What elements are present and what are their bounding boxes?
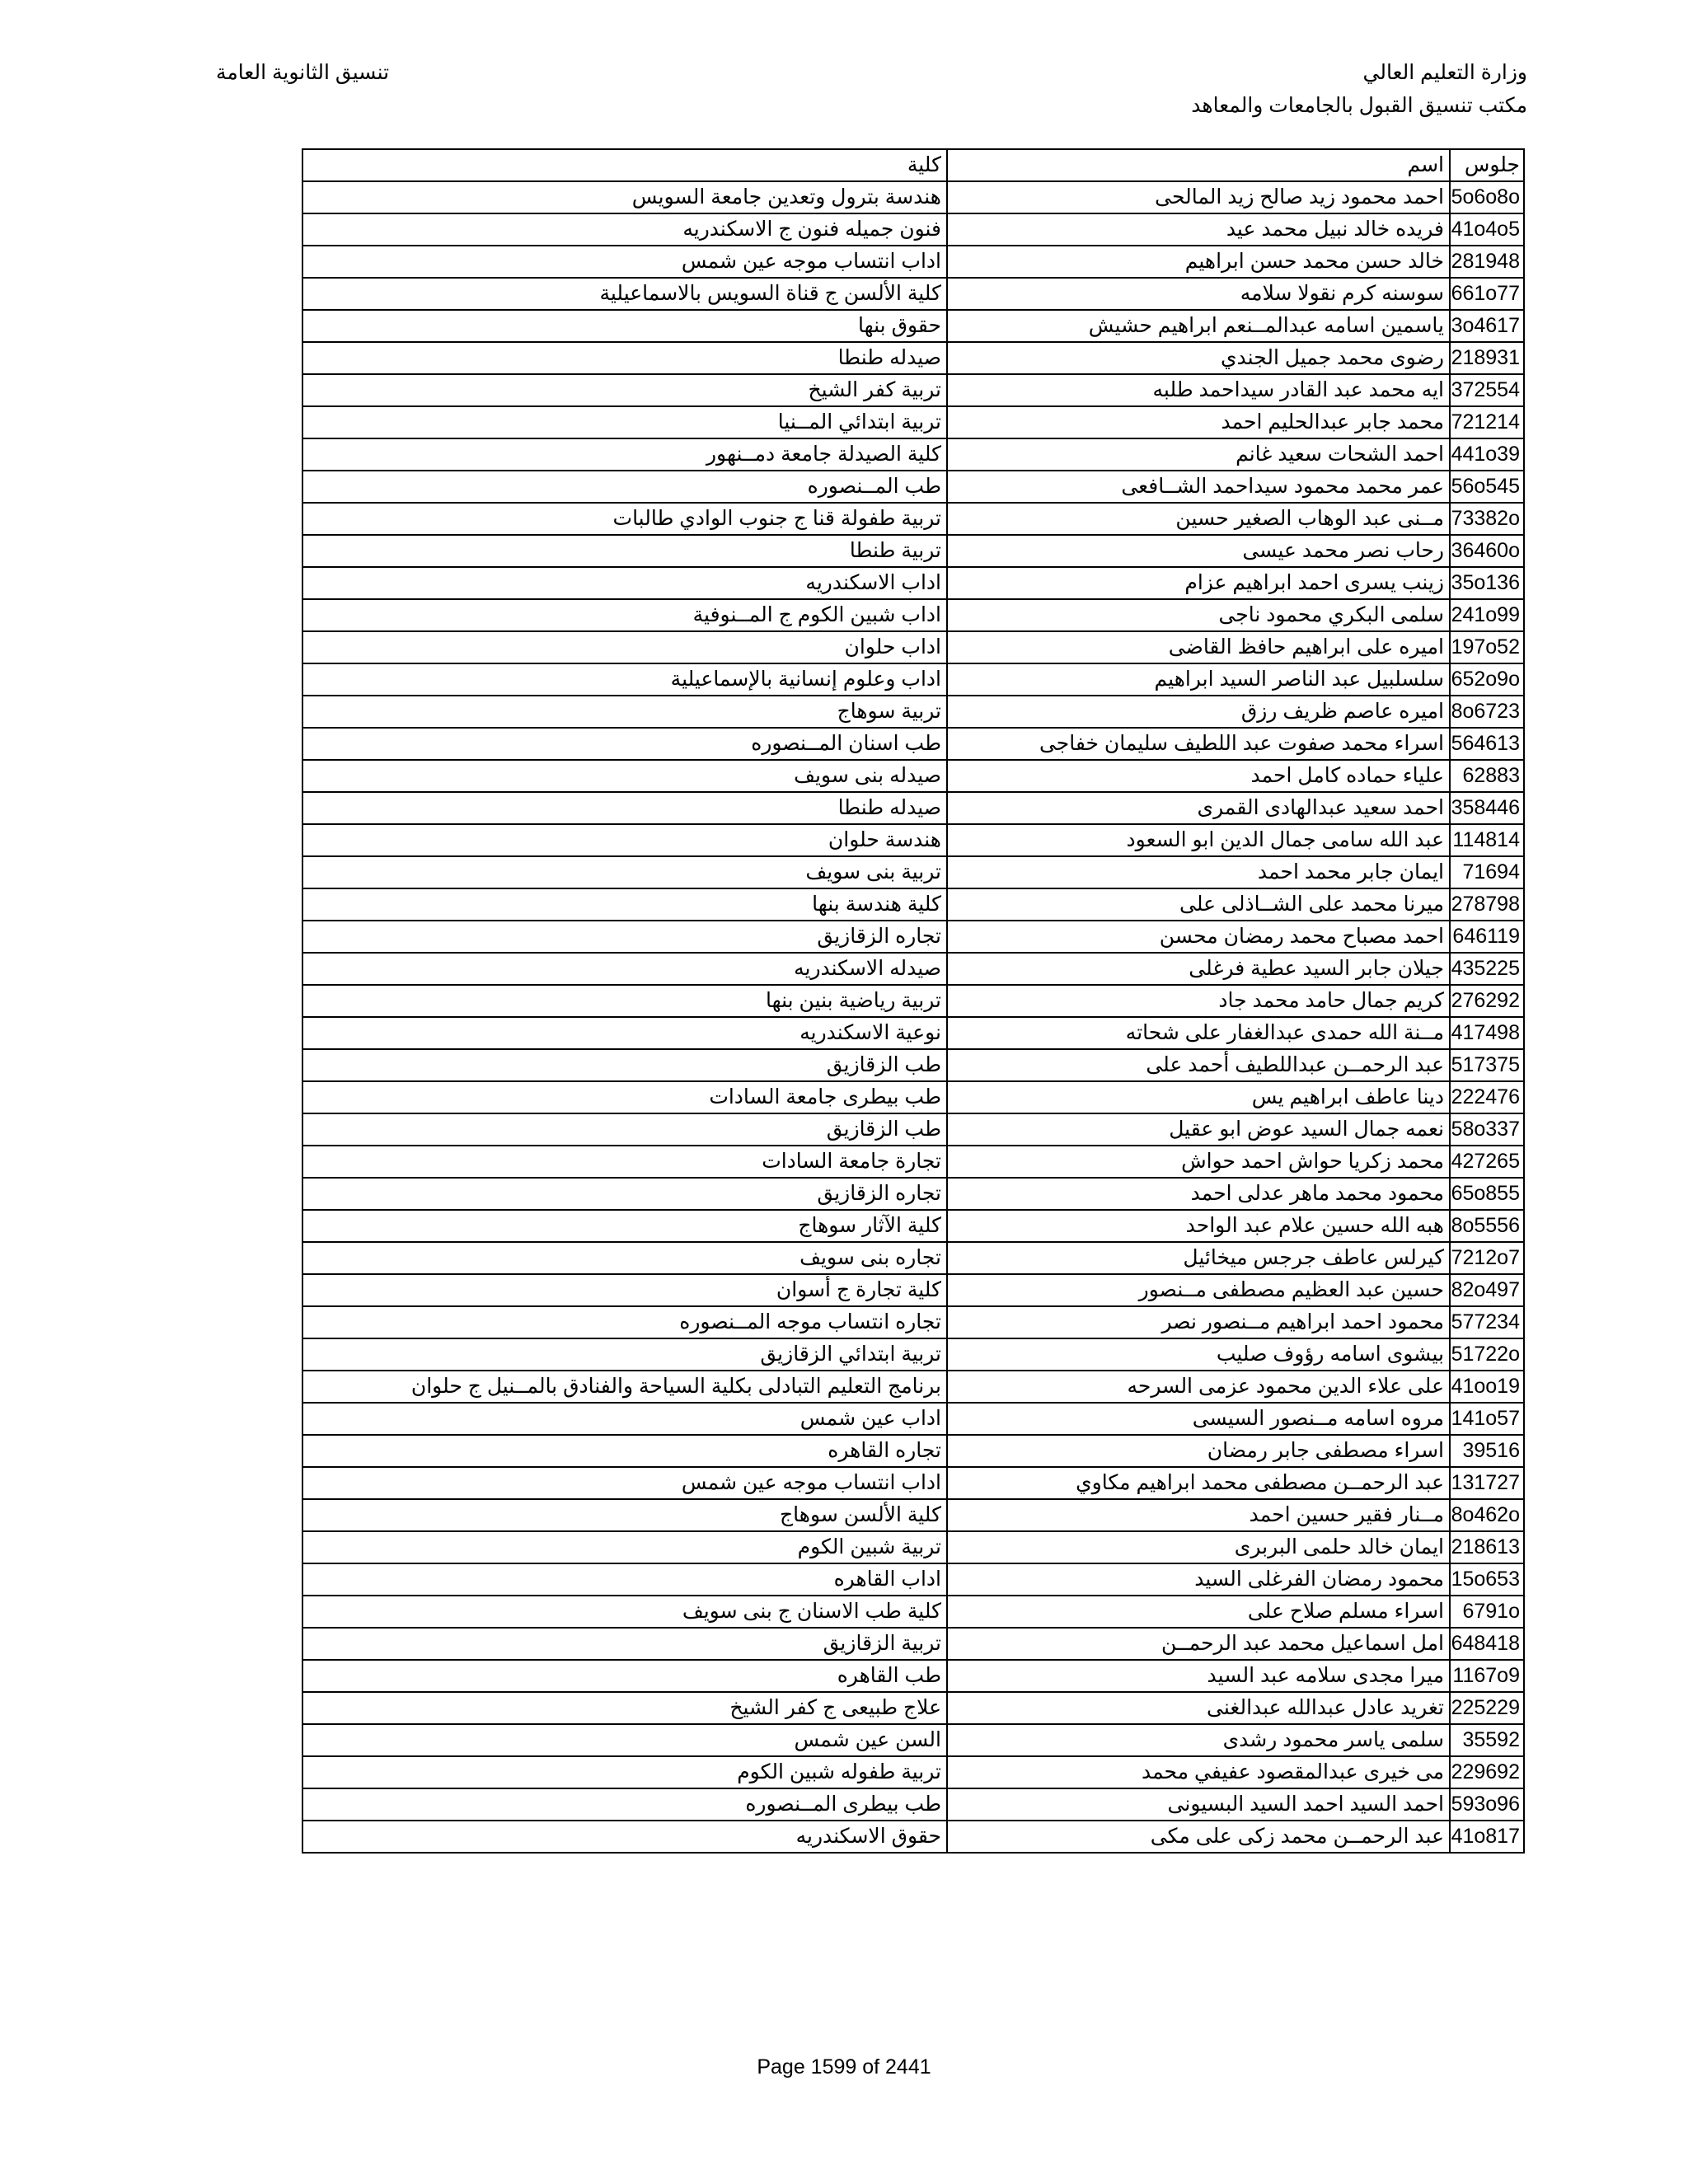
name-cell: عمر محمد محمود سيداحمد الشــافعى (947, 471, 1450, 503)
name-cell: عبد الرحمــن مصطفى محمد ابراهيم مكاوي (947, 1467, 1450, 1499)
name-cell: علياء حماده كامل احمد (947, 760, 1450, 792)
seat-cell: 648418 (1450, 1628, 1524, 1660)
seat-cell: 5o6o8o (1450, 181, 1524, 213)
name-cell: اسراء محمد صفوت عبد اللطيف سليمان خفاجى (947, 728, 1450, 760)
college-cell: طب بيطرى المــنصوره (302, 1788, 947, 1821)
table-row (302, 342, 1524, 374)
college-cell: صيدله طنطا (302, 342, 947, 374)
table-row (302, 374, 1524, 406)
name-cell: احمد مصباح محمد رمضان محسن (947, 921, 1450, 953)
college-cell: تربية ابتدائي الزقازيق (302, 1338, 947, 1371)
name-cell: احمد السيد احمد السيد البسيونى (947, 1788, 1450, 1821)
seat-cell: 417498 (1450, 1017, 1524, 1049)
name-cell: فريده خالد نبيل محمد عيد (947, 213, 1450, 246)
name-cell: اميره عاصم ظريف رزق (947, 696, 1450, 728)
seat-cell: 372554 (1450, 374, 1524, 406)
seat-cell: 278798 (1450, 888, 1524, 921)
college-cell: كلية هندسة بنها (302, 888, 947, 921)
college-cell: تجاره القاهره (302, 1435, 947, 1467)
college-cell: طب القاهره (302, 1660, 947, 1692)
table-row (302, 856, 1524, 888)
name-cell: اسراء مسلم صلاح على (947, 1596, 1450, 1628)
college-cell: طب المــنصوره (302, 471, 947, 503)
name-cell: ايمان خالد حلمى البربرى (947, 1531, 1450, 1563)
college-cell: تجاره الزقازيق (302, 921, 947, 953)
college-cell: اداب حلوان (302, 631, 947, 663)
table-row (302, 1081, 1524, 1113)
table-row (302, 1017, 1524, 1049)
table-row (302, 406, 1524, 438)
table-row (302, 1178, 1524, 1210)
seat-cell: 8o462o (1450, 1499, 1524, 1531)
table-header-row (302, 149, 1524, 181)
name-cell: حسين عبد العظيم مصطفى مــنصور (947, 1274, 1450, 1306)
name-cell: بيشوى اسامه رؤوف صليب (947, 1338, 1450, 1371)
seat-cell: 56o545 (1450, 471, 1524, 503)
seat-cell: 721214 (1450, 406, 1524, 438)
name-cell: مى خيرى عبدالمقصود عفيفي محمد (947, 1756, 1450, 1788)
college-cell: طب اسنان المــنصوره (302, 728, 947, 760)
college-cell: حقوق بنها (302, 310, 947, 342)
college-cell: السن عين شمس (302, 1724, 947, 1756)
table-row (302, 503, 1524, 535)
seat-cell: 41o4o5 (1450, 213, 1524, 246)
seat-cell: 35592 (1450, 1724, 1524, 1756)
table-row (302, 1499, 1524, 1531)
name-cell: ميرنا محمد على الشــاذلى على (947, 888, 1450, 921)
table-row (302, 1371, 1524, 1403)
seat-cell: 65o855 (1450, 1178, 1524, 1210)
name-cell: هبه الله حسين علام عبد الواحد (947, 1210, 1450, 1242)
name-cell: محمود محمد ماهر عدلى احمد (947, 1178, 1450, 1210)
name-cell: سلسلبيل عبد الناصر السيد ابراهيم (947, 663, 1450, 696)
name-cell: عبد الله سامى جمال الدين ابو السعود (947, 824, 1450, 856)
seat-cell: 73382o (1450, 503, 1524, 535)
table-row (302, 824, 1524, 856)
table-row (302, 1146, 1524, 1178)
college-cell: تجارة جامعة السادات (302, 1146, 947, 1178)
table-row (302, 438, 1524, 471)
table-row (302, 985, 1524, 1017)
name-cell: ايمان جابر محمد احمد (947, 856, 1450, 888)
table-row (302, 471, 1524, 503)
name-cell: محمود رمضان الفرغلى السيد (947, 1563, 1450, 1596)
seat-cell: 6791o (1450, 1596, 1524, 1628)
seat-cell: 35o136 (1450, 567, 1524, 599)
college-cell: اداب انتساب موجه عين شمس (302, 1467, 947, 1499)
table-row (302, 535, 1524, 567)
seat-cell: 218613 (1450, 1531, 1524, 1563)
table-row (302, 567, 1524, 599)
college-cell: هندسة حلوان (302, 824, 947, 856)
table-row (302, 1628, 1524, 1660)
name-cell: اميره على ابراهيم حافظ القاضى (947, 631, 1450, 663)
table-row (302, 921, 1524, 953)
table-row (302, 696, 1524, 728)
table-row (302, 1049, 1524, 1081)
seat-cell: 8o6723 (1450, 696, 1524, 728)
name-cell: جيلان جابر السيد عطية فرغلى (947, 953, 1450, 985)
table-row (302, 278, 1524, 310)
name-cell: ياسمين اسامه عبدالمــنعم ابراهيم حشيش (947, 310, 1450, 342)
table-row (302, 728, 1524, 760)
seat-cell: 131727 (1450, 1467, 1524, 1499)
name-cell: احمد محمود زيد صالح زيد المالحى (947, 181, 1450, 213)
table-row (302, 1756, 1524, 1788)
college-cell: اداب القاهره (302, 1563, 947, 1596)
college-cell: تجاره بنى سويف (302, 1242, 947, 1274)
college-cell: برنامج التعليم التبادلى بكلية السياحة والفنادق بالمــنيل ج حلوان (302, 1371, 947, 1403)
college-cell: صيدله بنى سويف (302, 760, 947, 792)
college-cell: كلية الألسن سوهاج (302, 1499, 947, 1531)
seat-cell: 71694 (1450, 856, 1524, 888)
name-cell: عبد الرحمــن محمد زكى على مكى (947, 1821, 1450, 1853)
ministry-title: وزارة التعليم العالي (1362, 61, 1527, 84)
college-cell: تجاره انتساب موجه المــنصوره (302, 1306, 947, 1338)
table-row (302, 1692, 1524, 1724)
seat-cell: 646119 (1450, 921, 1524, 953)
seat-cell: 41oo19 (1450, 1371, 1524, 1403)
name-cell: سلمى البكري محمود ناجى (947, 599, 1450, 631)
table-row (302, 663, 1524, 696)
name-cell: خالد حسن محمد حسن ابراهيم (947, 246, 1450, 278)
seat-cell: 441o39 (1450, 438, 1524, 471)
seat-cell: 225229 (1450, 1692, 1524, 1724)
name-cell: كريم جمال حامد محمد جاد (947, 985, 1450, 1017)
office-title: مكتب تنسيق القبول بالجامعات والمعاهد (1191, 94, 1527, 117)
college-cell: تربية الزقازيق (302, 1628, 947, 1660)
college-cell: نوعية الاسكندريه (302, 1017, 947, 1049)
table-row (302, 310, 1524, 342)
college-cell: تربية ابتدائي المــنيا (302, 406, 947, 438)
seat-cell: 427265 (1450, 1146, 1524, 1178)
column-header-name: اسم (947, 149, 1450, 181)
page-number: Page 1599 of 2441 (757, 2055, 931, 2079)
college-cell: طب الزقازيق (302, 1113, 947, 1146)
seat-cell: 41o817 (1450, 1821, 1524, 1853)
table-row (302, 1306, 1524, 1338)
college-cell: كلية الألسن ج قناة السويس بالاسماعيلية (302, 278, 947, 310)
seat-cell: 276292 (1450, 985, 1524, 1017)
seat-cell: 241o99 (1450, 599, 1524, 631)
seat-cell: 229692 (1450, 1756, 1524, 1788)
college-cell: علاج طبيعى ج كفر الشيخ (302, 1692, 947, 1724)
college-cell: اداب شبين الكوم ج المــنوفية (302, 599, 947, 631)
seat-cell: 141o57 (1450, 1403, 1524, 1435)
seat-cell: 222476 (1450, 1081, 1524, 1113)
college-cell: طب الزقازيق (302, 1049, 947, 1081)
name-cell: دينا عاطف ابراهيم يس (947, 1081, 1450, 1113)
name-cell: سوسنه كرم نقولا سلامه (947, 278, 1450, 310)
table-row (302, 1338, 1524, 1371)
table-row (302, 792, 1524, 824)
name-cell: ايه محمد عبد القادر سيداحمد طلبه (947, 374, 1450, 406)
college-cell: تجاره الزقازيق (302, 1178, 947, 1210)
name-cell: تغريد عادل عبدالله عبدالغنى (947, 1692, 1450, 1724)
table-row (302, 599, 1524, 631)
college-cell: تربية بنى سويف (302, 856, 947, 888)
table-row (302, 953, 1524, 985)
college-cell: اداب عين شمس (302, 1403, 947, 1435)
table-row (302, 1660, 1524, 1692)
name-cell: زينب يسرى احمد ابراهيم عزام (947, 567, 1450, 599)
name-cell: سلمى ياسر محمود رشدى (947, 1724, 1450, 1756)
seat-cell: 197o52 (1450, 631, 1524, 663)
table-row (302, 181, 1524, 213)
seat-cell: 577234 (1450, 1306, 1524, 1338)
name-cell: كيرلس عاطف جرجس ميخائيل (947, 1242, 1450, 1274)
seat-cell: 39516 (1450, 1435, 1524, 1467)
table-row (302, 1821, 1524, 1853)
seat-cell: 8o5556 (1450, 1210, 1524, 1242)
table-row (302, 760, 1524, 792)
seat-cell: 82o497 (1450, 1274, 1524, 1306)
table-row (302, 1435, 1524, 1467)
table-row (302, 1596, 1524, 1628)
college-cell: تربية سوهاج (302, 696, 947, 728)
college-cell: تربية طفوله شبين الكوم (302, 1756, 947, 1788)
column-header-seat: جلوس (1450, 149, 1524, 181)
seat-cell: 62883 (1450, 760, 1524, 792)
college-cell: صيدله الاسكندريه (302, 953, 947, 985)
seat-cell: 218931 (1450, 342, 1524, 374)
table-row (302, 1403, 1524, 1435)
name-cell: محمود احمد ابراهيم مــنصور نصر (947, 1306, 1450, 1338)
college-cell: حقوق الاسكندريه (302, 1821, 947, 1853)
table-row (302, 213, 1524, 246)
table-row (302, 1531, 1524, 1563)
seat-cell: 3o4617 (1450, 310, 1524, 342)
seat-cell: 435225 (1450, 953, 1524, 985)
seat-cell: 58o337 (1450, 1113, 1524, 1146)
name-cell: احمد سعيد عبدالهادى القمرى (947, 792, 1450, 824)
seat-cell: 593o96 (1450, 1788, 1524, 1821)
college-cell: كلية الصيدلة جامعة دمــنهور (302, 438, 947, 471)
name-cell: نعمه جمال السيد عوض ابو عقيل (947, 1113, 1450, 1146)
table-row (302, 1210, 1524, 1242)
table-row (302, 1274, 1524, 1306)
name-cell: مروه اسامه مــنصور السيسى (947, 1403, 1450, 1435)
seat-cell: 358446 (1450, 792, 1524, 824)
college-cell: طب بيطرى جامعة السادات (302, 1081, 947, 1113)
college-cell: اداب انتساب موجه عين شمس (302, 246, 947, 278)
college-cell: تربية شبين الكوم (302, 1531, 947, 1563)
seat-cell: 517375 (1450, 1049, 1524, 1081)
name-cell: احمد الشحات سعيد غانم (947, 438, 1450, 471)
college-cell: صيدله طنطا (302, 792, 947, 824)
admissions-table (302, 148, 1525, 1854)
seat-cell: 661o77 (1450, 278, 1524, 310)
college-cell: اداب الاسكندريه (302, 567, 947, 599)
coordination-title: تنسيق الثانوية العامة (216, 61, 390, 84)
college-cell: تربية رياضية بنين بنها (302, 985, 947, 1017)
seat-cell: 15o653 (1450, 1563, 1524, 1596)
table-row (302, 246, 1524, 278)
seat-cell: 114814 (1450, 824, 1524, 856)
name-cell: عبد الرحمــن عبداللطيف أحمد على (947, 1049, 1450, 1081)
name-cell: ميرا مجدى سلامه عبد السيد (947, 1660, 1450, 1692)
name-cell: مــنار فقير حسين احمد (947, 1499, 1450, 1531)
name-cell: امل اسماعيل محمد عبد الرحمــن (947, 1628, 1450, 1660)
name-cell: محمد جابر عبدالحليم احمد (947, 406, 1450, 438)
name-cell: رضوى محمد جميل الجندي (947, 342, 1450, 374)
table-row (302, 1788, 1524, 1821)
seat-cell: 1167o9 (1450, 1660, 1524, 1692)
college-cell: هندسة بترول وتعدين جامعة السويس (302, 181, 947, 213)
college-cell: كلية طب الاسنان ج بنى سويف (302, 1596, 947, 1628)
table-row (302, 1467, 1524, 1499)
college-cell: فنون جميله فنون ج الاسكندريه (302, 213, 947, 246)
seat-cell: 36460o (1450, 535, 1524, 567)
college-cell: تربية طنطا (302, 535, 947, 567)
seat-cell: 281948 (1450, 246, 1524, 278)
college-cell: كلية الآثار سوهاج (302, 1210, 947, 1242)
name-cell: رحاب نصر محمد عيسى (947, 535, 1450, 567)
name-cell: مــنة الله حمدى عبدالغفار على شحاته (947, 1017, 1450, 1049)
name-cell: مــنى عبد الوهاب الصغير حسين (947, 503, 1450, 535)
name-cell: اسراء مصطفى جابر رمضان (947, 1435, 1450, 1467)
college-cell: اداب وعلوم إنسانية بالإسماعيلية (302, 663, 947, 696)
name-cell: محمد زكريا حواش احمد حواش (947, 1146, 1450, 1178)
table-row (302, 631, 1524, 663)
seat-cell: 51722o (1450, 1338, 1524, 1371)
college-cell: تربية كفر الشيخ (302, 374, 947, 406)
college-cell: كلية تجارة ج أسوان (302, 1274, 947, 1306)
college-cell: تربية طفولة قنا ج جنوب الوادي طالبات (302, 503, 947, 535)
table-row (302, 1563, 1524, 1596)
name-cell: على علاء الدين محمود عزمى السرحه (947, 1371, 1450, 1403)
table-row (302, 1242, 1524, 1274)
table-row (302, 1113, 1524, 1146)
seat-cell: 652o9o (1450, 663, 1524, 696)
seat-cell: 564613 (1450, 728, 1524, 760)
table-row (302, 888, 1524, 921)
seat-cell: 7212o7 (1450, 1242, 1524, 1274)
table-row (302, 1724, 1524, 1756)
column-header-college: كلية (302, 149, 947, 181)
